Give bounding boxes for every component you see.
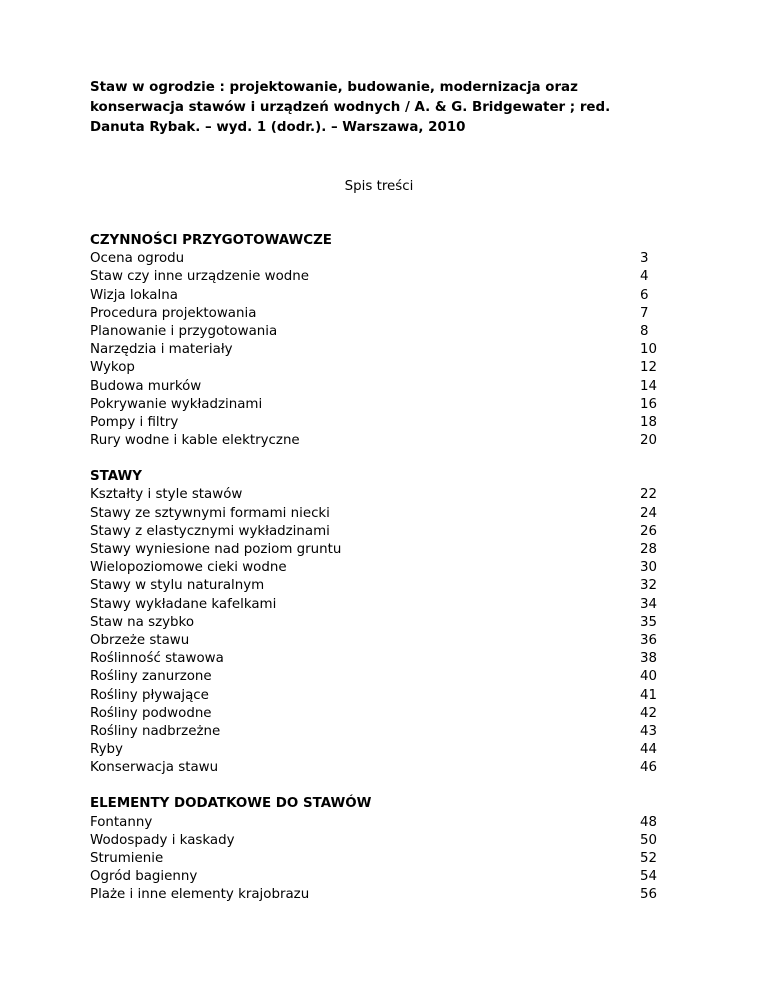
toc-entry-label: Stawy z elastycznymi wykładzinami xyxy=(90,523,330,539)
toc-entry-label: Pokrywanie wykładzinami xyxy=(90,396,263,412)
header-line-3: Danuta Rybak. – wyd. 1 (dodr.). – Warszawa, 2010 xyxy=(90,120,466,135)
toc-entry-label: Procedura projektowania xyxy=(90,305,257,321)
toc-entry-page-number: 8 xyxy=(640,323,649,339)
toc-entry-label: Stawy wyniesione nad poziom gruntu xyxy=(90,542,342,558)
toc-entry xyxy=(90,705,690,723)
toc-entry-page-number: 42 xyxy=(640,705,658,721)
toc-entry-page-number: 26 xyxy=(640,523,658,539)
toc-entry-page-number: 12 xyxy=(640,360,658,376)
toc-entry-label: Stawy ze sztywnymi formami niecki xyxy=(90,505,330,521)
toc-entry-page-number: 41 xyxy=(640,687,658,703)
toc-entry xyxy=(90,250,690,268)
toc-entry xyxy=(90,886,690,904)
toc-entry-page-number: 30 xyxy=(640,560,658,576)
toc-entry-page-number: 36 xyxy=(640,632,658,648)
toc-entry-page-number: 16 xyxy=(640,396,658,412)
toc-entry xyxy=(90,341,690,359)
toc-entry-page-number: 22 xyxy=(640,487,658,503)
toc-entry-label: Rośliny podwodne xyxy=(90,705,212,721)
toc-entry-page-number: 48 xyxy=(640,814,658,830)
toc-entry xyxy=(90,577,690,595)
toc-entry-label: Ryby xyxy=(90,742,123,758)
toc-entry-label: Budowa murków xyxy=(90,378,202,394)
toc-entry-label: Plaże i inne elementy krajobrazu xyxy=(90,887,310,903)
toc-entry-label: Rury wodne i kable elektryczne xyxy=(90,433,300,449)
toc-entry-page-number: 6 xyxy=(640,287,649,303)
toc-entry-page-number: 46 xyxy=(640,760,658,776)
toc-entry xyxy=(90,759,690,777)
toc-entry-page-number: 38 xyxy=(640,651,658,667)
toc-entry-label: Stawy w stylu naturalnym xyxy=(90,578,265,594)
toc-entry-page-number: 43 xyxy=(640,723,658,739)
toc-entry-label: Roślinność stawowa xyxy=(90,651,224,667)
toc-entry-page-number: 3 xyxy=(640,251,649,267)
toc-entry-label: Ogród bagienny xyxy=(90,869,198,885)
section-title: ELEMENTY DODATKOWE DO STAWÓW xyxy=(90,796,372,812)
toc-entry-page-number: 54 xyxy=(640,869,658,885)
toc-entry xyxy=(90,432,690,450)
toc-entry-label: Rośliny nadbrzeżne xyxy=(90,723,221,739)
toc-entry xyxy=(90,414,690,432)
toc-entry xyxy=(90,723,690,741)
toc-entry-page-number: 52 xyxy=(640,851,658,867)
toc-entry-label: Stawy wykładane kafelkami xyxy=(90,596,277,612)
toc-entry xyxy=(90,668,690,686)
toc-entry-label: Rośliny pływające xyxy=(90,687,209,703)
toc-entry xyxy=(90,305,690,323)
toc-entry-label: Strumienie xyxy=(90,851,164,867)
toc-entry-label: Wizja lokalna xyxy=(90,287,178,303)
toc-entry xyxy=(90,523,690,541)
toc-entry xyxy=(90,505,690,523)
toc-entry xyxy=(90,832,690,850)
toc-entry-label: Konserwacja stawu xyxy=(90,760,219,776)
toc-entry-label: Staw czy inne urządzenie wodne xyxy=(90,269,309,285)
toc-entry-label: Ocena ogrodu xyxy=(90,251,185,267)
toc-entry-label: Narzędzia i materiały xyxy=(90,342,233,358)
toc-entry-page-number: 14 xyxy=(640,378,658,394)
toc-entry-page-number: 4 xyxy=(640,269,649,285)
bibliographic-header xyxy=(90,78,670,138)
toc-entry-page-number: 34 xyxy=(640,596,658,612)
toc-entry-label: Wodospady i kaskady xyxy=(90,832,235,848)
toc-entry-label: Rośliny zanurzone xyxy=(90,669,212,685)
toc-entry-page-number: 44 xyxy=(640,742,658,758)
toc-entry-page-number: 32 xyxy=(640,578,658,594)
toc-title: Spis treści xyxy=(344,179,414,194)
toc-section xyxy=(90,795,690,904)
table-of-contents xyxy=(90,232,690,905)
toc-entry xyxy=(90,486,690,504)
toc-entry xyxy=(90,650,690,668)
toc-entry xyxy=(90,268,690,286)
toc-entry-page-number: 10 xyxy=(640,342,658,358)
toc-section xyxy=(90,232,690,450)
toc-entry-label: Obrzeże stawu xyxy=(90,632,190,648)
toc-entry-page-number: 35 xyxy=(640,614,658,630)
toc-entry xyxy=(90,323,690,341)
toc-entry xyxy=(90,596,690,614)
toc-entry-page-number: 24 xyxy=(640,505,658,521)
toc-entry xyxy=(90,687,690,705)
toc-entry xyxy=(90,850,690,868)
toc-entry-label: Pompy i filtry xyxy=(90,414,179,430)
toc-entry-label: Fontanny xyxy=(90,814,153,830)
toc-entry-label: Kształty i style stawów xyxy=(90,487,243,503)
toc-entry-page-number: 28 xyxy=(640,542,658,558)
toc-entry-page-number: 20 xyxy=(640,433,658,449)
toc-entry-page-number: 56 xyxy=(640,887,658,903)
toc-entry xyxy=(90,614,690,632)
toc-entry-page-number: 7 xyxy=(640,305,649,321)
toc-entry xyxy=(90,378,690,396)
toc-entry-label: Wykop xyxy=(90,360,135,376)
header-line-1: Staw w ogrodzie : projektowanie, budowanie, modernizacja oraz xyxy=(90,80,578,95)
toc-entry xyxy=(90,632,690,650)
toc-entry-page-number: 50 xyxy=(640,832,658,848)
toc-section xyxy=(90,468,690,777)
toc-entry xyxy=(90,287,690,305)
document-page xyxy=(90,78,690,905)
section-title: CZYNNOŚCI PRZYGOTOWAWCZE xyxy=(90,233,332,248)
toc-entry-label: Wielopoziomowe cieki wodne xyxy=(90,560,287,576)
toc-entry-page-number: 18 xyxy=(640,414,658,430)
toc-entry xyxy=(90,559,690,577)
toc-entry-label: Planowanie i przygotowania xyxy=(90,323,278,339)
toc-entry xyxy=(90,359,690,377)
toc-entry xyxy=(90,541,690,559)
toc-entry-label: Staw na szybko xyxy=(90,614,195,630)
header-line-2: konserwacja stawów i urządzeń wodnych / A. & G. Bridgewater ; red. xyxy=(90,100,611,115)
toc-entry xyxy=(90,396,690,414)
toc-entry xyxy=(90,741,690,759)
toc-entry xyxy=(90,814,690,832)
toc-entry-page-number: 40 xyxy=(640,669,658,685)
toc-entry xyxy=(90,868,690,886)
section-title: STAWY xyxy=(90,469,142,485)
